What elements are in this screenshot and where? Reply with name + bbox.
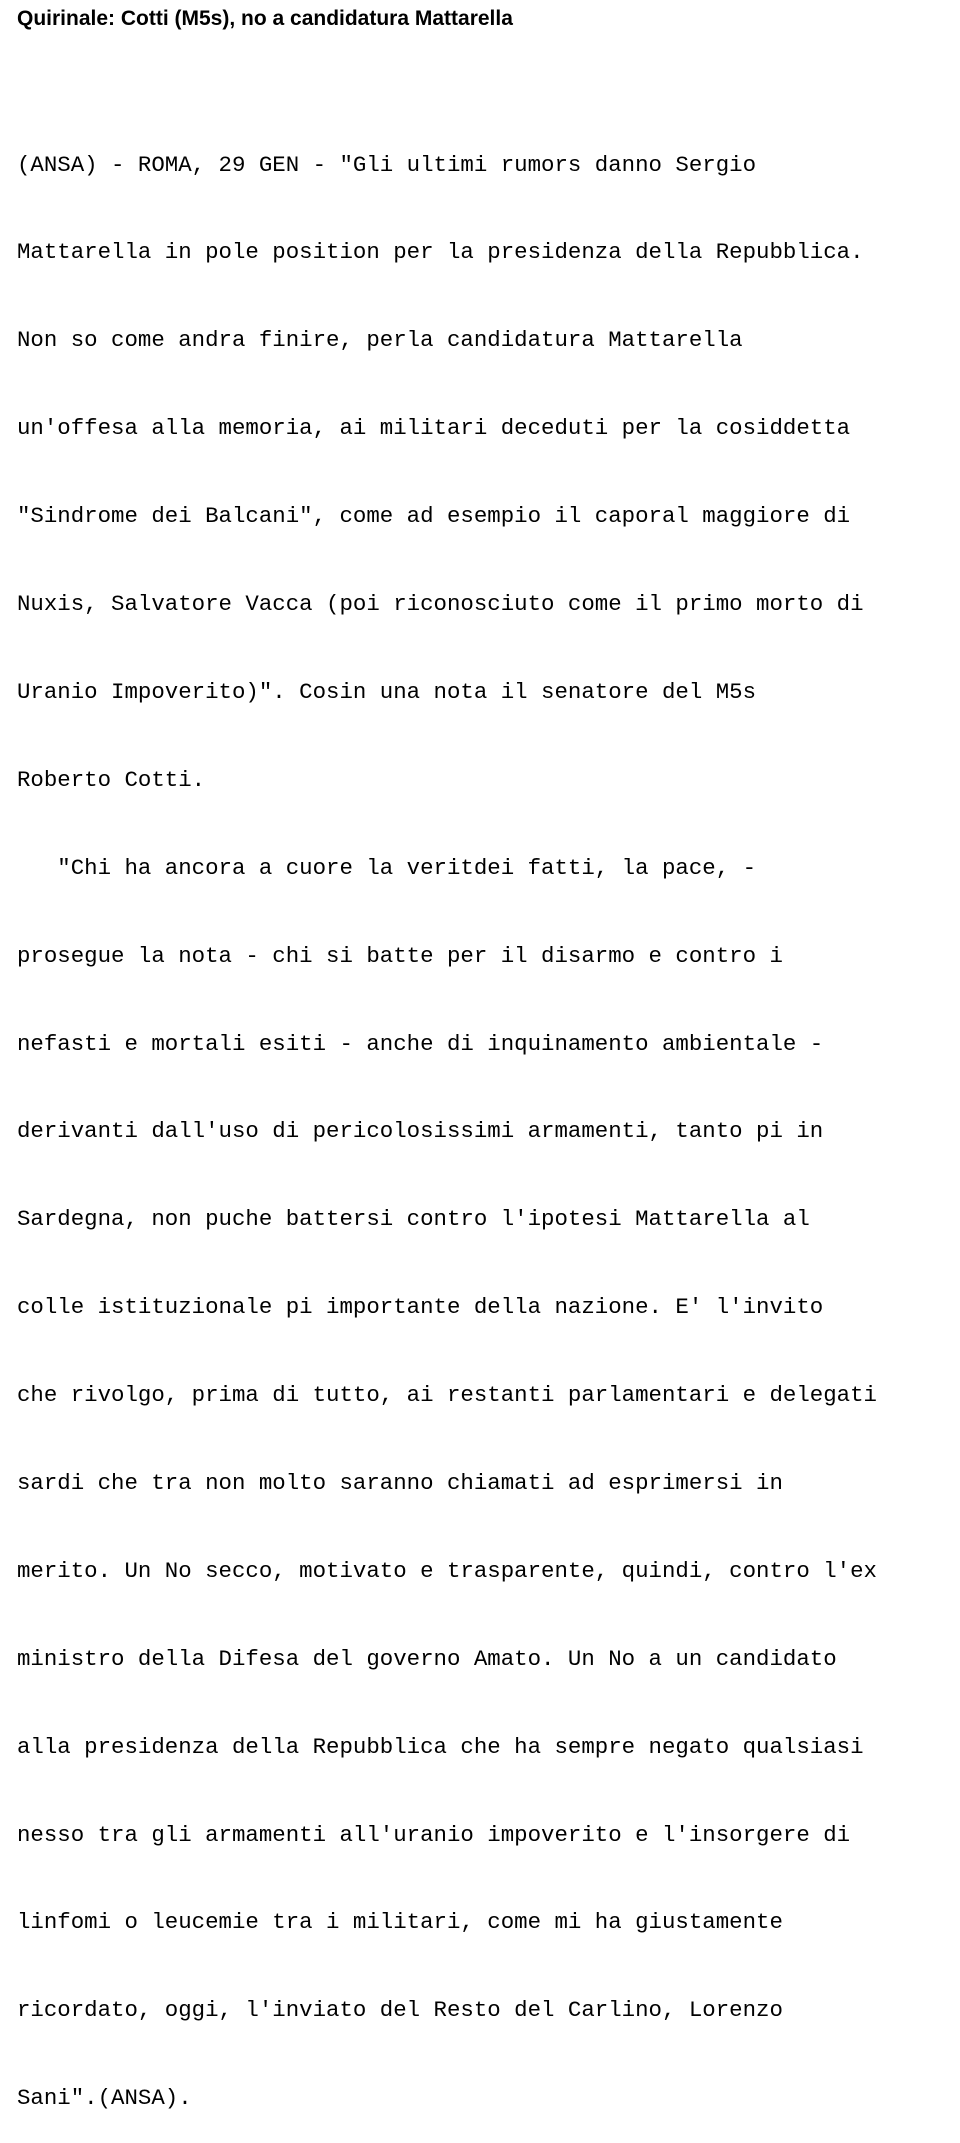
article-line: Nuxis, Salvatore Vacca (poi riconosciuto come il primo morto di <box>17 591 864 618</box>
article-line: che rivolgo, prima di tutto, ai restanti parlamentari e delegati <box>17 1382 877 1409</box>
article-line: sardi che tra non molto saranno chiamati ad esprimersi in <box>17 1469 783 1496</box>
article-line: nefasti e mortali esiti - anche di inquinamento ambientale - <box>17 1030 824 1057</box>
article-line: ministro della Difesa del governo Amato. Un No a un candidato <box>17 1645 837 1672</box>
article-line: (ANSA) - ROMA, 29 GEN - "Gli ultimi rumors danno Sergio <box>17 151 757 178</box>
article-headline: Quirinale: Cotti (M5s), no a candidatura Mattarella <box>17 7 513 30</box>
article-line: alla presidenza della Repubblica che ha sempre negato qualsiasi <box>17 1733 864 1760</box>
article-line: Sardegna, non puche battersi contro l'ipotesi Mattarella al <box>17 1206 810 1233</box>
article-line: merito. Un No secco, motivato e trasparente, quindi, contro l'ex <box>17 1557 877 1584</box>
article-line: ricordato, oggi, l'inviato del Resto del Carlino, Lorenzo <box>17 1997 783 2024</box>
article-line: Mattarella in pole position per la presidenza della Repubblica. <box>17 239 864 266</box>
article-line: linfomi o leucemie tra i militari, come mi ha giustamente <box>17 1909 783 1936</box>
article-line: Roberto Cotti. <box>17 766 206 793</box>
article-line: "Chi ha ancora a cuore la veritdei fatti, la pace, - <box>17 854 757 881</box>
article-line: Uranio Impoverito)". Cosin una nota il senatore del M5s <box>17 678 757 705</box>
article-line: colle istituzionale pi importante della nazione. E' l'invito <box>17 1294 824 1321</box>
article-line: Non so come andra finire, perla candidatura Mattarella <box>17 327 743 354</box>
article-line: prosegue la nota - chi si batte per il disarmo e contro i <box>17 942 783 969</box>
article-line: derivanti dall'uso di pericolosissimi armamenti, tanto pi in <box>17 1118 824 1145</box>
article-body <box>17 92 877 2143</box>
article-line: un'offesa alla memoria, ai militari deceduti per la cosiddetta <box>17 415 851 442</box>
article-line: Sani".(ANSA). <box>17 2085 192 2112</box>
article-line: "Sindrome dei Balcani", come ad esempio il caporal maggiore di <box>17 503 851 530</box>
article-line: nesso tra gli armamenti all'uranio impoverito e l'insorgere di <box>17 1821 851 1848</box>
